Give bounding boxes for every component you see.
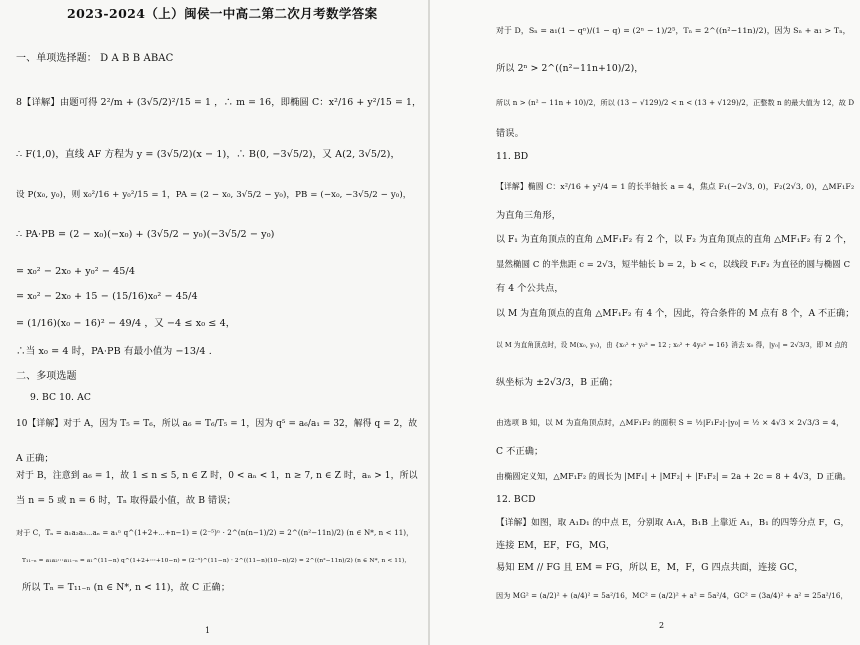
solution-line: = (1/16)(x₀ − 16)² − 49/4 ，又 −4 ≤ x₀ ≤ 4， [16, 318, 236, 329]
solution-line: 所以 n > (n² − 11n + 10)/2，所以 (13 − √129)/2 < n < (13 + √129)/2，正整数 n 的最大值为 12，故 D [496, 98, 855, 107]
solution-line: 对于 D，Sₙ = a₁(1 − qⁿ)/(1 − q) = (2ⁿ − 1)/2⁵，Tₙ = 2^((n²−11n)/2)，因为 Sₙ + a₁ > Tₙ， [496, 26, 851, 35]
solution-line: = x₀² − 2x₀ + 15 − (15/16)x₀² − 45/4 [16, 291, 198, 302]
solution-line: 由选项 B 知，以 M 为直角顶点时，△MF₁F₂ 的面积 S = ½|F₁F₂|·|y₀| = ½ × 4√3 × 2√3/3 = 4， [496, 418, 844, 427]
solution-line: 以 F₁ 为直角顶点的直角 △MF₁F₂ 有 2 个，以 F₂ 为直角顶点的直角 △MF₁F₂ 有 2 个， [496, 235, 853, 245]
page-number: 1 [205, 626, 211, 635]
solution-line: ∴ F(1,0)，直线 AF 方程为 y = (3√5/2)(x − 1)，∴ B(0, −3√5/2)，又 A(2, 3√5/2)， [16, 149, 401, 160]
solution-line: 对于 C，Tₙ = a₁a₂a₃⋯aₙ = a₁ⁿ q^(1+2+⋯+n−1) = (2⁻⁵)ⁿ · 2^(n(n−1)/2) = 2^((n²−11n)/2) (n ∈ N*, n < 11)， [16, 528, 414, 537]
solution-line: 对于 B，注意到 a₆ = 1，故 1 ≤ n ≤ 5, n ∈ Z 时，0 < aₙ < 1，n ≥ 7, n ∈ Z 时，aₙ > 1，所以 [16, 471, 418, 481]
solution-line: = x₀² − 2x₀ + y₀² − 45/4 [16, 266, 136, 277]
solution-line: 8【详解】由题可得 2²/m + (3√5/2)²/15 = 1 ，∴ m = 16，即椭圆 C：x²/16 + y²/15 = 1， [16, 97, 422, 108]
answer-11: 11. BD [496, 151, 529, 162]
solution-line: 以 M 为直角顶点时，设 M(x₀, y₀)，由 {x₀² + y₀² = 12 ; x₀² + 4y₀² = 16} 消去 x₀ 得，|y₀| = 2√3/3，即 M 点的 [496, 341, 848, 349]
solution-line: 【详解】椭圆 C：x²/16 + y²/4 = 1 的长半轴长 a = 4，焦点 F₁(−2√3, 0)，F₂(2√3, 0)，△MF₁F₂ [496, 182, 855, 191]
solution-line: 所以 2ⁿ > 2^((n²−11n+10)/2)， [496, 63, 644, 74]
solution-line: 因为 MG² = (a/2)² + (a/4)² = 5a²/16，MC² = (a/2)² + a² = 5a²/4，GC² = (3a/4)² + a² = 25a²/16， [496, 591, 848, 600]
solution-line: 当 n = 5 或 n = 6 时，Tₙ 取得最小值，故 B 错误； [16, 495, 236, 506]
page-number: 2 [659, 621, 665, 630]
page-title: 2023-2024（上）闽侯一中高二第二次月考数学答案 [67, 6, 378, 21]
solution-line: 由椭圆定义知，△MF₁F₂ 的周长为 |MF₁| + |MF₂| + |F₁F₂| = 2a + 2c = 8 + 4√3，D 正确。 [496, 471, 851, 481]
solution-line: 设 P(x₀, y₀)，则 x₀²/16 + y₀²/15 = 1，PA = (2 − x₀, 3√5/2 − y₀)，PB = (−x₀, −3√5/2 − y₀)， [16, 190, 412, 200]
solution-line: ∴ PA·PB = (2 − x₀)(−x₀) + (3√5/2 − y₀)(−3√5/2 − y₀) [16, 229, 275, 240]
solution-line: 所以 Tₙ = T₁₁₋ₙ (n ∈ N*, n < 11)，故 C 正确； [22, 582, 231, 593]
solution-line: T₁₁₋ₙ = a₁a₂⋯a₁₁₋ₙ = a₁^(11−n) q^(1+2+⋯+10−n) = (2⁻⁵)^(11−n) · 2^((11−n)(10−n)/2) = 2^((n²−11n)/2) (n ∈ N*, n < 11)， [22, 558, 411, 564]
section-multi-choice: 二、多项选题 [16, 371, 77, 382]
solution-line: 【详解】如图，取 A₁D₁ 的中点 E，分别取 A₁A，B₁B 上靠近 A₁，B₁ 的四等分点 F，G， [496, 518, 850, 528]
solution-line: 为直角三角形， [496, 210, 562, 221]
solution-line: A 正确； [16, 453, 54, 464]
solution-line: 以 M 为直角顶点的直角 △MF₁F₂ 有 4 个，因此，符合条件的 M 点有 8 个，A 不正确； [496, 309, 855, 319]
solution-line: ∴当 x₀ = 4 时，PA·PB 有最小值为 −13/4 . [16, 346, 212, 357]
solution-line: 显然椭圆 C 的半焦距 c = 2√3，短半轴长 b = 2，b < c，以线段 F₁F₂ 为直径的圆与椭圆 C [496, 259, 851, 269]
solution-line: 10【详解】对于 A，因为 T₅ = T₆，所以 a₆ = T₆/T₅ = 1，因为 q⁵ = a₆/a₁ = 32，解得 q = 2，故 [16, 419, 418, 429]
answer-page-right [430, 0, 860, 645]
solution-line: 连接 EM，EF，FG，MG， [496, 540, 616, 551]
solution-line: 易知 EM // FG 且 EM = FG，所以 E，M，F，G 四点共面，连接 GC， [496, 562, 804, 573]
solution-line: C 不正确； [496, 446, 544, 457]
solution-line: 纵坐标为 ±2√3/3，B 正确； [496, 377, 618, 388]
answer-12: 12. BCD [496, 494, 536, 505]
solution-line: 错误。 [496, 128, 524, 139]
solution-line: 有 4 个公共点， [496, 283, 564, 294]
answer-9-10: 9. BC 10. AC [30, 392, 91, 403]
section-single-choice: 一、单项选择题： D A B B ABAC [16, 53, 174, 64]
answer-page-left [0, 0, 428, 645]
